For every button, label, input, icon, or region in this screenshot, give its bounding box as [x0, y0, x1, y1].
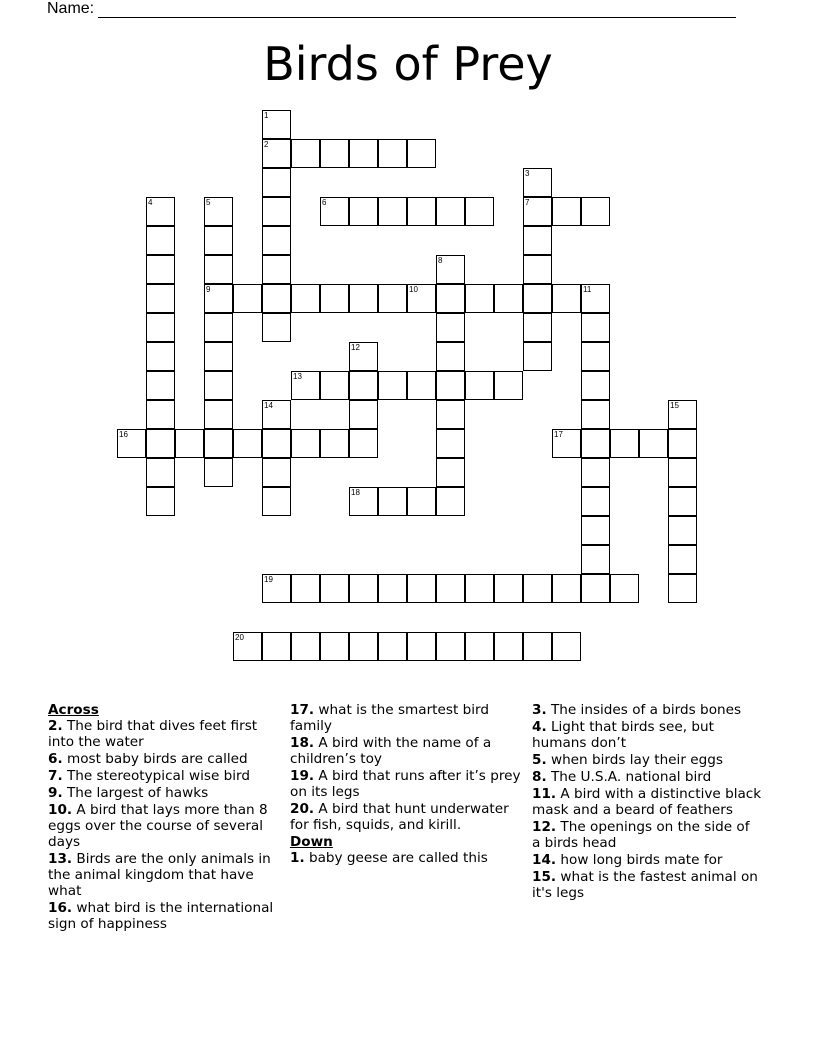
across-clue: [48, 768, 278, 784]
crossword-cell[interactable]: [204, 400, 233, 429]
crossword-cell[interactable]: [262, 400, 291, 429]
crossword-cell[interactable]: [320, 284, 349, 313]
crossword-cell[interactable]: [407, 197, 436, 226]
clue-number-label: 11.: [532, 786, 557, 802]
crossword-cell[interactable]: [639, 429, 668, 458]
crossword-cell[interactable]: [291, 632, 320, 661]
clue-text: when birds lay their eggs: [546, 752, 723, 768]
crossword-cell[interactable]: [523, 313, 552, 342]
crossword-cell[interactable]: [407, 371, 436, 400]
crossword-cell[interactable]: [262, 168, 291, 197]
crossword-cell[interactable]: [523, 342, 552, 371]
crossword-cell[interactable]: [407, 284, 436, 313]
clue-number: 9: [206, 285, 211, 294]
clue-number: 4: [148, 198, 153, 207]
clue-text: A bird that lays more than 8 eggs over the course of several days: [48, 802, 268, 850]
crossword-cell[interactable]: [262, 574, 291, 603]
crossword-cell[interactable]: [581, 516, 610, 545]
across-clue: [290, 702, 528, 734]
clue-column-2: [290, 702, 528, 867]
clue-number-label: 4.: [532, 719, 547, 735]
across-clue: [48, 751, 278, 767]
crossword-cell[interactable]: [436, 197, 465, 226]
across-clue: [48, 851, 278, 899]
crossword-cell[interactable]: [610, 429, 639, 458]
clue-number: 7: [525, 198, 530, 207]
crossword-cell[interactable]: [407, 632, 436, 661]
across-clue: [48, 785, 278, 801]
crossword-cell[interactable]: [349, 400, 378, 429]
crossword-cell[interactable]: [117, 429, 146, 458]
clue-text: The bird that dives feet first into the water: [48, 718, 258, 750]
clue-text: how long birds mate for: [556, 852, 723, 868]
crossword-cell[interactable]: [523, 574, 552, 603]
crossword-cell[interactable]: [204, 197, 233, 226]
crossword-cell[interactable]: [378, 371, 407, 400]
crossword-cell[interactable]: [523, 197, 552, 226]
crossword-cell[interactable]: [610, 574, 639, 603]
crossword-cell[interactable]: [552, 574, 581, 603]
clue-number-label: 14.: [532, 852, 557, 868]
clue-column-3: [532, 702, 762, 902]
crossword-cell[interactable]: [581, 400, 610, 429]
clue-number: 19: [264, 575, 273, 584]
clue-number-label: 5.: [532, 752, 547, 768]
crossword-cell[interactable]: [436, 487, 465, 516]
clue-text: The openings on the side of a birds head: [532, 819, 750, 851]
crossword-cell[interactable]: [581, 458, 610, 487]
across-clue: [48, 802, 278, 850]
crossword-cell[interactable]: [233, 429, 262, 458]
clue-column-1: [48, 702, 278, 933]
crossword-cell[interactable]: [581, 487, 610, 516]
crossword-cell[interactable]: [262, 429, 291, 458]
crossword-cell[interactable]: [668, 487, 697, 516]
crossword-cell[interactable]: [523, 284, 552, 313]
crossword-cell[interactable]: [581, 429, 610, 458]
crossword-cell[interactable]: [378, 632, 407, 661]
clue-number: 6: [322, 198, 327, 207]
crossword-cell[interactable]: [320, 139, 349, 168]
clue-text: The stereotypical wise bird: [62, 768, 251, 784]
clue-number-label: 6.: [48, 751, 63, 767]
clue-number-label: 20.: [290, 801, 315, 817]
crossword-cell[interactable]: [494, 371, 523, 400]
clue-number-label: 1.: [290, 850, 305, 866]
crossword-cell[interactable]: [262, 197, 291, 226]
clue-number: 3: [525, 169, 530, 178]
crossword-cell[interactable]: [436, 429, 465, 458]
clue-text: The insides of a birds bones: [546, 702, 742, 718]
crossword-cell[interactable]: [436, 342, 465, 371]
crossword-cell[interactable]: [349, 574, 378, 603]
clue-number-label: 10.: [48, 802, 73, 818]
crossword-cell[interactable]: [668, 429, 697, 458]
crossword-cell[interactable]: [262, 110, 291, 139]
crossword-cell[interactable]: [146, 400, 175, 429]
across-clue: [290, 735, 528, 767]
down-clue: [290, 850, 528, 866]
crossword-cell[interactable]: [204, 342, 233, 371]
clue-number: 15: [670, 401, 679, 410]
down-clue: [532, 819, 762, 851]
clue-text: The largest of hawks: [62, 785, 209, 801]
crossword-cell[interactable]: [262, 458, 291, 487]
crossword-cell[interactable]: [349, 487, 378, 516]
clue-number-label: 12.: [532, 819, 557, 835]
clue-number-label: 17.: [290, 702, 315, 718]
down-clue: [532, 852, 762, 868]
crossword-cell[interactable]: [668, 545, 697, 574]
across-clue: [290, 768, 528, 800]
clue-number: 18: [351, 488, 360, 497]
clue-number: 16: [119, 430, 128, 439]
clue-text: what bird is the international sign of happiness: [48, 900, 274, 932]
crossword-cell[interactable]: [291, 139, 320, 168]
clue-text: what is the fastest animal on it's legs: [532, 869, 758, 901]
crossword-cell[interactable]: [436, 458, 465, 487]
clue-number: 17: [554, 430, 563, 439]
clue-number: 11: [583, 285, 592, 294]
clue-number-label: 16.: [48, 900, 73, 916]
crossword-cell[interactable]: [436, 371, 465, 400]
crossword-cell[interactable]: [378, 284, 407, 313]
clue-number-label: 18.: [290, 735, 315, 751]
down-clue: [532, 702, 762, 718]
crossword-cell[interactable]: [552, 284, 581, 313]
crossword-cell[interactable]: [204, 284, 233, 313]
clue-number-label: 13.: [48, 851, 73, 867]
clue-text: Birds are the only animals in the animal kingdom that have what: [48, 851, 271, 899]
crossword-cell[interactable]: [146, 342, 175, 371]
page-title: Birds of Prey: [263, 37, 553, 91]
crossword-cell[interactable]: [146, 226, 175, 255]
crossword-cell[interactable]: [668, 516, 697, 545]
crossword-cell[interactable]: [146, 255, 175, 284]
crossword-cell[interactable]: [349, 632, 378, 661]
crossword-cell[interactable]: [436, 400, 465, 429]
across-clue: [290, 801, 528, 833]
clue-number-label: 7.: [48, 768, 63, 784]
crossword-cell[interactable]: [494, 632, 523, 661]
crossword-cell[interactable]: [262, 632, 291, 661]
crossword-cell[interactable]: [204, 429, 233, 458]
crossword-cell[interactable]: [436, 313, 465, 342]
clue-number: 8: [438, 256, 443, 265]
crossword-cell[interactable]: [349, 342, 378, 371]
clue-number: 10: [409, 285, 418, 294]
clue-number: 20: [235, 633, 244, 642]
crossword-cell[interactable]: [146, 458, 175, 487]
crossword-cell[interactable]: [204, 313, 233, 342]
across-clue: [48, 718, 278, 750]
crossword-cell[interactable]: [146, 371, 175, 400]
down-clue: [532, 719, 762, 751]
clue-text: Light that birds see, but humans don’t: [532, 719, 714, 751]
crossword-cell[interactable]: [407, 487, 436, 516]
crossword-cell[interactable]: [262, 487, 291, 516]
crossword-cell[interactable]: [407, 574, 436, 603]
crossword-cell[interactable]: [204, 371, 233, 400]
down-clue: [532, 769, 762, 785]
crossword-cell[interactable]: [465, 284, 494, 313]
crossword-cell[interactable]: [262, 313, 291, 342]
down-clue: [532, 869, 762, 901]
crossword-cell[interactable]: [349, 429, 378, 458]
crossword-cell[interactable]: [233, 632, 262, 661]
crossword-cell[interactable]: [349, 284, 378, 313]
crossword-cell[interactable]: [204, 255, 233, 284]
crossword-cell[interactable]: [262, 284, 291, 313]
crossword-cell[interactable]: [320, 371, 349, 400]
clue-number-label: 15.: [532, 869, 557, 885]
down-clue: [532, 752, 762, 768]
crossword-cell[interactable]: [465, 632, 494, 661]
crossword-cell[interactable]: [465, 574, 494, 603]
clue-text: what is the smartest bird family: [290, 702, 489, 734]
crossword-cell[interactable]: [523, 226, 552, 255]
crossword-cell[interactable]: [581, 313, 610, 342]
crossword-cell[interactable]: [378, 487, 407, 516]
clue-number-label: 8.: [532, 769, 547, 785]
crossword-cell[interactable]: [349, 371, 378, 400]
crossword-cell[interactable]: [320, 429, 349, 458]
crossword-cell[interactable]: [291, 371, 320, 400]
crossword-cell[interactable]: [552, 632, 581, 661]
crossword-cell[interactable]: [581, 197, 610, 226]
clue-number-label: 3.: [532, 702, 547, 718]
clue-text: A bird that hunt underwater for fish, squids, and kirill.: [290, 801, 509, 833]
clue-number-label: 9.: [48, 785, 63, 801]
crossword-cell[interactable]: [349, 139, 378, 168]
crossword-cell[interactable]: [378, 574, 407, 603]
clue-number: 2: [264, 140, 269, 149]
crossword-cell[interactable]: [436, 632, 465, 661]
across-heading: Across: [48, 702, 99, 718]
crossword-cell[interactable]: [581, 574, 610, 603]
crossword-cell[interactable]: [146, 487, 175, 516]
clue-number-label: 2.: [48, 718, 63, 734]
crossword-cell[interactable]: [552, 429, 581, 458]
clue-text: A bird with the name of a children’s toy: [290, 735, 492, 767]
crossword-cell[interactable]: [378, 139, 407, 168]
crossword-cell[interactable]: [204, 226, 233, 255]
crossword-cell[interactable]: [494, 284, 523, 313]
crossword-cell[interactable]: [465, 371, 494, 400]
crossword-cell[interactable]: [146, 197, 175, 226]
crossword-cell[interactable]: [291, 429, 320, 458]
crossword-cell[interactable]: [494, 574, 523, 603]
clue-number: 12: [351, 343, 360, 352]
crossword-cell[interactable]: [320, 574, 349, 603]
clue-number: 14: [264, 401, 273, 410]
crossword-cell[interactable]: [291, 284, 320, 313]
name-label: Name:: [47, 0, 95, 17]
clue-number: 5: [206, 198, 211, 207]
clue-text: baby geese are called this: [304, 850, 488, 866]
crossword-cell[interactable]: [436, 574, 465, 603]
crossword-cell[interactable]: [378, 197, 407, 226]
crossword-cell[interactable]: [146, 313, 175, 342]
crossword-cell[interactable]: [146, 284, 175, 313]
crossword-cell[interactable]: [523, 632, 552, 661]
crossword-cell[interactable]: [465, 197, 494, 226]
clue-number: 1: [264, 111, 269, 120]
down-heading: Down: [290, 834, 333, 850]
crossword-cell[interactable]: [291, 574, 320, 603]
crossword-cell[interactable]: [581, 545, 610, 574]
crossword-cell[interactable]: [523, 168, 552, 197]
crossword-cell[interactable]: [233, 284, 262, 313]
crossword-cell[interactable]: [204, 458, 233, 487]
clue-text: most baby birds are called: [62, 751, 248, 767]
crossword-cell[interactable]: [175, 429, 204, 458]
clue-text: A bird with a distinctive black mask and a beard of feathers: [532, 786, 762, 818]
crossword-cell[interactable]: [581, 342, 610, 371]
crossword-cell[interactable]: [436, 255, 465, 284]
crossword-cell[interactable]: [262, 139, 291, 168]
crossword-cell[interactable]: [552, 197, 581, 226]
crossword-cell[interactable]: [349, 197, 378, 226]
crossword-cell[interactable]: [320, 632, 349, 661]
crossword-cell[interactable]: [262, 255, 291, 284]
crossword-cell[interactable]: [581, 284, 610, 313]
crossword-cell[interactable]: [668, 458, 697, 487]
clue-text: The U.S.A. national bird: [546, 769, 712, 785]
crossword-cell[interactable]: [407, 139, 436, 168]
crossword-cell[interactable]: [146, 429, 175, 458]
crossword-cell[interactable]: [262, 226, 291, 255]
clue-number: 13: [293, 372, 302, 381]
crossword-cell[interactable]: [436, 284, 465, 313]
down-clue: [532, 786, 762, 818]
clue-number-label: 19.: [290, 768, 315, 784]
crossword-cell[interactable]: [668, 574, 697, 603]
crossword-cell[interactable]: [668, 400, 697, 429]
clue-text: A bird that runs after it’s prey on its legs: [290, 768, 521, 800]
crossword-cell[interactable]: [320, 197, 349, 226]
crossword-cell[interactable]: [581, 371, 610, 400]
across-clue: [48, 900, 278, 932]
crossword-cell[interactable]: [523, 255, 552, 284]
